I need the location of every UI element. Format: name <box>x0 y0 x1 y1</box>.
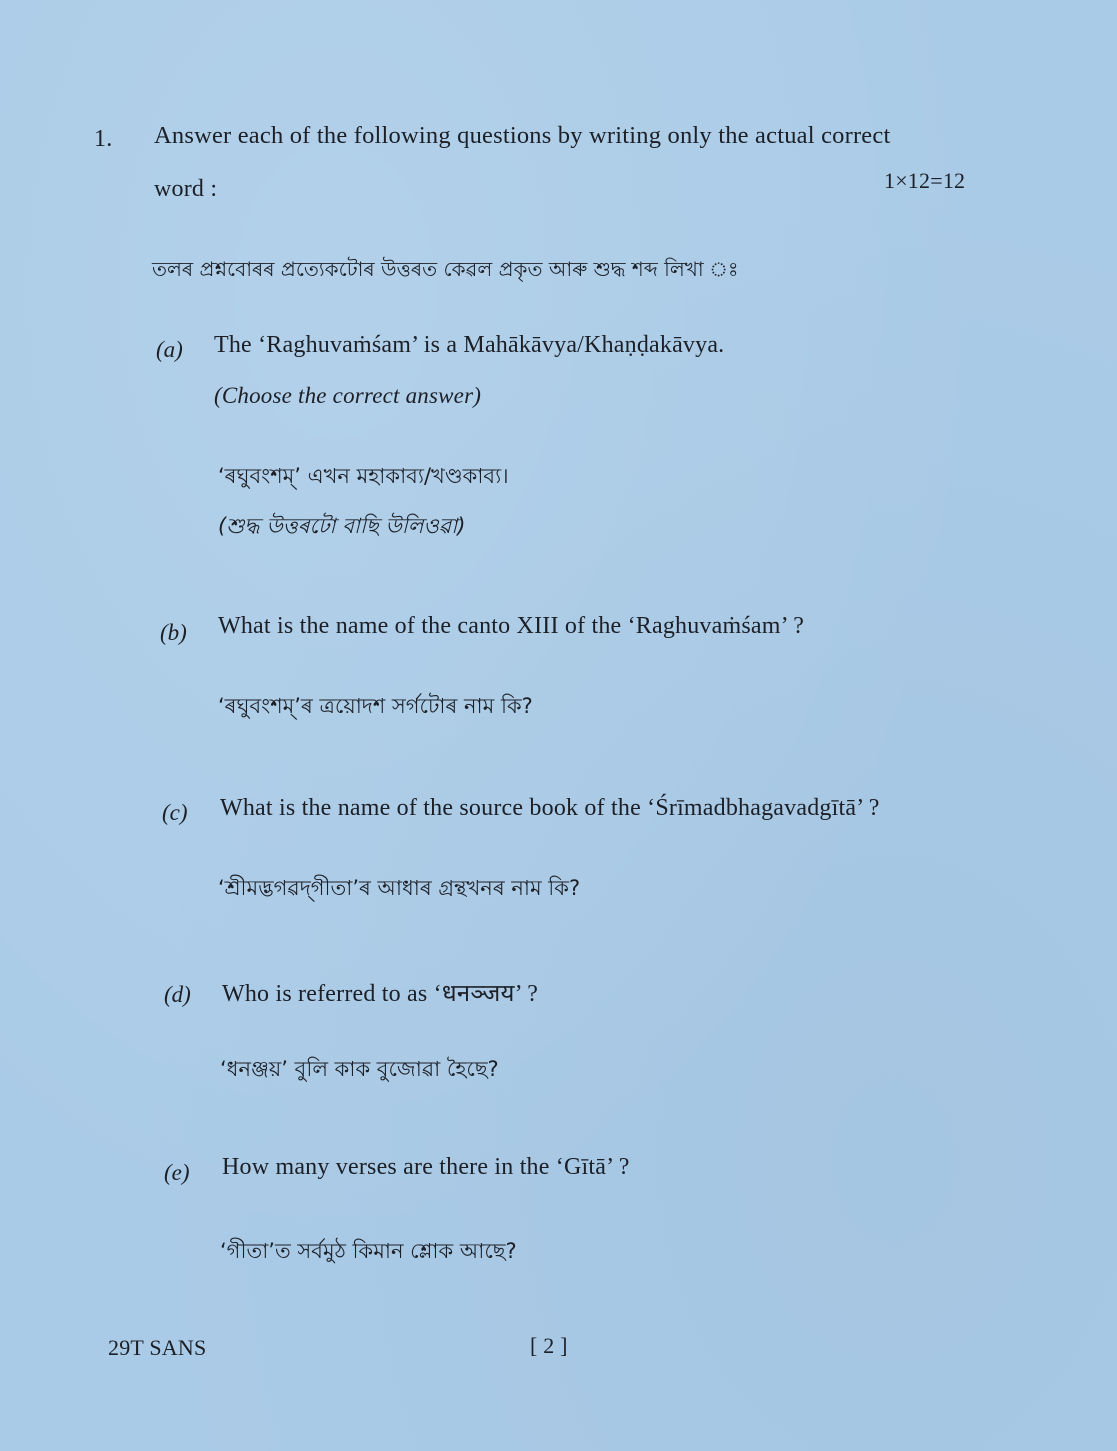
item-b-english: What is the name of the canto XIII of the ‘Raghuvaṁśam’ ? <box>218 613 805 639</box>
instruction-assamese: তলৰ প্ৰশ্নবোৰৰ প্ৰত্যেকটোৰ উত্তৰত কেৱল প্ৰকৃত আৰু শুদ্ধ শব্দ লিখা ঃ <box>152 257 739 281</box>
item-d-assamese: ‘ধনঞ্জয়’ বুলি কাক বুজোৱা হৈছে? <box>220 1057 499 1081</box>
item-a-assamese: ‘ৰঘুবংশম্’ এখন মহাকাব্য/খণ্ডকাব্য। <box>218 464 509 488</box>
item-b-assamese: ‘ৰঘুবংশম্’ৰ ত্ৰয়োদশ সৰ্গটোৰ নাম কি? <box>218 694 533 718</box>
marks-allocation: 1×12=12 <box>884 168 966 193</box>
item-c-label: (c) <box>162 800 188 825</box>
item-b-label: (b) <box>160 620 187 645</box>
item-d-label: (d) <box>164 982 191 1007</box>
instruction-line-1: Answer each of the following questions by writing only the actual correct <box>154 122 891 149</box>
item-a-label: (a) <box>156 337 183 362</box>
instruction-line-2: word : <box>154 176 218 202</box>
item-d-english: Who is referred to as ‘धनञ्जय’ ? <box>222 981 539 1007</box>
item-c-english: What is the name of the source book of the ‘Śrīmadbhagavadgītā’ ? <box>220 795 880 821</box>
item-c-assamese: ‘শ্ৰীমদ্ভগৱদ্‌গীতা’ৰ আধাৰ গ্ৰন্থখনৰ নাম কি? <box>218 876 581 900</box>
page-number: [ 2 ] <box>530 1333 568 1358</box>
item-e-english: How many verses are there in the ‘Gītā’ ? <box>222 1154 630 1180</box>
question-number: 1. <box>94 126 113 152</box>
item-a-english: The ‘Raghuvaṁśam’ is a Mahākāvya/Khaṇḍakāvya. <box>214 332 725 358</box>
item-a-assamese-note: (শুদ্ধ উত্তৰটো বাছি উলিওৱা) <box>218 514 466 538</box>
item-e-label: (e) <box>164 1160 190 1185</box>
item-a-english-note: (Choose the correct answer) <box>214 383 482 408</box>
paper-code: 29T SANS <box>108 1335 207 1360</box>
item-e-assamese: ‘গীতা’ত সৰ্বমুঠ কিমান শ্লোক আছে? <box>220 1239 517 1263</box>
